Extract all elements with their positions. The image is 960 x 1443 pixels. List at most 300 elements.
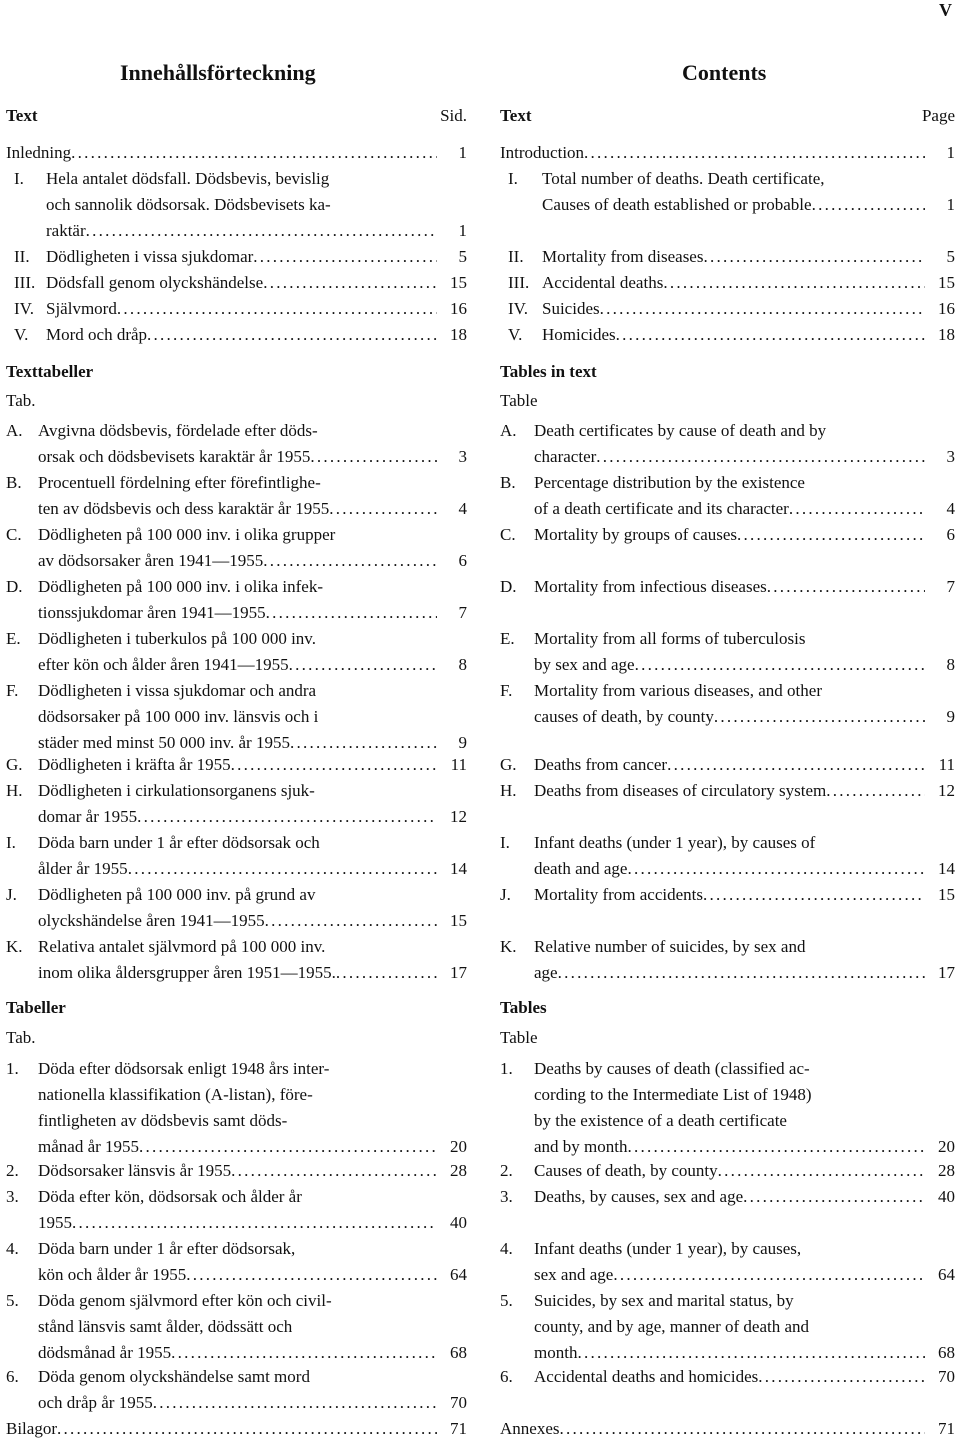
dot-leader <box>577 1340 925 1366</box>
toc-entry-number: J. <box>6 885 17 904</box>
toc-entry-number: G. <box>6 755 23 774</box>
toc-entry-number: I. <box>6 833 16 852</box>
toc-entry-line <box>6 244 467 270</box>
toc-entry-line <box>500 882 955 908</box>
toc-entry-line <box>6 752 467 778</box>
toc-entry-number: I. <box>14 169 24 188</box>
toc-page-number: 71 <box>450 1419 467 1438</box>
toc-entry-line <box>500 1056 955 1082</box>
toc-page-number: 3 <box>458 447 467 466</box>
page-header-label: Sid. <box>440 106 467 125</box>
toc-entry[interactable] <box>500 322 955 348</box>
toc-entry-line <box>500 1288 955 1314</box>
dot-leader <box>743 1184 925 1210</box>
page-folio: V <box>939 0 952 20</box>
toc-entry-line <box>6 418 467 444</box>
dot-leader <box>596 444 925 470</box>
toc-entry-number: D. <box>500 577 517 596</box>
toc-entry-text: Causes of death, by county <box>534 1161 718 1180</box>
toc-entry-line <box>500 322 955 348</box>
toc-entry-line <box>6 1108 467 1134</box>
toc-page-number: 14 <box>450 859 467 878</box>
dot-leader <box>613 1262 925 1288</box>
toc-page-number: 15 <box>938 885 955 904</box>
english-tables-header: Tables <box>500 998 547 1017</box>
toc-page-number: 3 <box>946 447 955 466</box>
toc-page-number: 17 <box>450 963 467 982</box>
toc-page-number: 8 <box>946 655 955 674</box>
toc-entry[interactable] <box>6 470 467 522</box>
toc-entry-line <box>6 270 467 296</box>
toc-entry[interactable] <box>500 752 955 778</box>
toc-page-number: 68 <box>938 1343 955 1362</box>
toc-entry-number: F. <box>6 681 19 700</box>
toc-entry[interactable] <box>6 166 467 244</box>
toc-entry[interactable] <box>6 882 467 934</box>
toc-entry-line <box>500 470 955 496</box>
dot-leader <box>663 270 925 296</box>
toc-entry-line <box>6 804 467 830</box>
toc-entry-line <box>6 908 467 934</box>
dot-leader <box>171 1340 437 1366</box>
toc-entry[interactable] <box>6 322 467 348</box>
toc-page-number: 4 <box>946 499 955 518</box>
toc-entry[interactable] <box>500 270 955 296</box>
toc-entry-text: Mortality from various diseases, and other <box>534 681 822 700</box>
dot-leader <box>266 600 437 626</box>
toc-entry-line <box>6 1236 467 1262</box>
toc-page-number: 9 <box>946 707 955 726</box>
toc-entry-line <box>500 270 955 296</box>
toc-entry[interactable] <box>500 296 955 322</box>
toc-entry-text: Procentuell fördelning efter förefintlighe- <box>38 473 321 492</box>
page-header-label: Page <box>921 106 955 125</box>
toc-entry-line <box>6 1314 467 1340</box>
toc-entry-line <box>6 1158 467 1184</box>
toc-entry[interactable] <box>6 574 467 626</box>
toc-entry[interactable] <box>500 1288 955 1366</box>
toc-page-number: 18 <box>450 325 467 344</box>
toc-entry-number: V. <box>508 325 523 344</box>
toc-entry[interactable] <box>500 678 955 730</box>
toc-entry-line <box>6 1210 467 1236</box>
toc-entry-line <box>6 166 467 192</box>
toc-entry[interactable] <box>500 574 955 600</box>
english-text-header <box>500 106 955 126</box>
toc-entry-text: tionssjukdomar åren 1941—1955 <box>38 603 266 622</box>
toc-entry-line <box>6 322 467 348</box>
dot-leader <box>703 244 925 270</box>
dot-leader <box>137 804 437 830</box>
toc-page-number: 6 <box>458 551 467 570</box>
toc-page-number: 1 <box>458 221 467 240</box>
english-title: Contents <box>682 60 767 85</box>
toc-page-number: 40 <box>938 1187 955 1206</box>
dot-leader <box>703 882 925 908</box>
toc-page-number: 5 <box>458 247 467 266</box>
toc-entry-text: domar år 1955 <box>38 807 138 826</box>
toc-entry-text: stånd länsvis samt ålder, dödssätt och <box>38 1317 293 1336</box>
toc-entry-number: V. <box>14 325 29 344</box>
toc-entry-text: Dödligheten på 100 000 inv. i olika infek- <box>38 577 324 596</box>
dot-leader <box>117 296 437 322</box>
dot-leader <box>71 140 437 166</box>
toc-entry-text: Introduction <box>500 143 585 162</box>
toc-annexes-entry[interactable] <box>6 1416 467 1442</box>
toc-entry-line <box>500 1340 955 1366</box>
toc-entry-text: och sannolik dödsorsak. Dödsbevisets ka- <box>46 195 331 214</box>
toc-entry-text: Dödligheten i vissa sjukdomar och andra <box>38 681 317 700</box>
toc-entry-number: 4. <box>500 1239 513 1258</box>
toc-page-number: 16 <box>938 299 955 318</box>
toc-entry-line <box>6 522 467 548</box>
dot-leader <box>231 1158 437 1184</box>
toc-entry-text: inom olika åldersgrupper åren 1951—1955. <box>38 963 336 982</box>
toc-entry-line <box>500 140 955 166</box>
toc-entry-line <box>6 652 467 678</box>
toc-entry-number: 3. <box>6 1187 19 1206</box>
toc-entry-text: kön och ålder år 1955 <box>38 1265 187 1284</box>
toc-entry-line <box>6 600 467 626</box>
toc-entry-text: of a death certificate and its character <box>534 499 789 518</box>
toc-entry-text: Total number of deaths. Death certificate, <box>542 169 825 188</box>
toc-entry-text: Dödligheten i vissa sjukdomar <box>46 247 254 266</box>
toc-entry-text: Relativa antalet självmord på 100 000 inv. <box>38 937 326 956</box>
dot-leader <box>57 1416 437 1442</box>
toc-entry-text: Inledning <box>6 143 72 162</box>
toc-entry[interactable] <box>500 1158 955 1184</box>
toc-entry-line <box>6 470 467 496</box>
toc-page-number: 40 <box>450 1213 467 1232</box>
toc-page-number: 12 <box>938 781 955 800</box>
dot-leader <box>336 960 437 986</box>
dot-leader <box>186 1262 437 1288</box>
toc-entry-text: age <box>534 963 558 982</box>
toc-entry[interactable] <box>500 244 955 270</box>
toc-entry-text: dödsmånad år 1955 <box>38 1343 172 1362</box>
dot-leader <box>758 1364 925 1390</box>
toc-entry[interactable] <box>500 1236 955 1288</box>
annexes-label: Annexes <box>500 1419 560 1438</box>
toc-page-number: 15 <box>450 273 467 292</box>
toc-entry-line <box>6 140 467 166</box>
toc-entry[interactable] <box>500 522 955 548</box>
toc-entry[interactable] <box>6 1288 467 1366</box>
toc-entry-line <box>6 1184 467 1210</box>
toc-entry[interactable] <box>500 1364 955 1390</box>
toc-entry-number: C. <box>500 525 516 544</box>
toc-page-number: 11 <box>938 755 955 774</box>
toc-entry-text: dödsorsaker på 100 000 inv. länsvis och i <box>38 707 319 726</box>
dot-leader <box>86 218 437 244</box>
toc-entry[interactable] <box>6 1364 467 1416</box>
toc-entry[interactable] <box>6 1056 467 1160</box>
toc-page-number: 16 <box>450 299 467 318</box>
toc-entry-line <box>500 1184 955 1210</box>
toc-entry-text: sex and age <box>534 1265 614 1284</box>
toc-entry-number: IV. <box>14 299 34 318</box>
toc-entry[interactable] <box>6 1158 467 1184</box>
toc-entry-text: månad år 1955 <box>38 1137 140 1156</box>
toc-entry-line <box>500 934 955 960</box>
toc-page-number: 28 <box>450 1161 467 1180</box>
dot-leader <box>263 548 437 574</box>
toc-entry-number: 2. <box>6 1161 19 1180</box>
dot-leader <box>139 1134 437 1160</box>
toc-entry-text: Deaths, by causes, sex and age <box>534 1187 744 1206</box>
toc-entry-line <box>6 882 467 908</box>
toc-entry-number: E. <box>6 629 21 648</box>
toc-entry-line <box>500 778 955 804</box>
toc-entry-text: nationella klassifikation (A-listan), före- <box>38 1085 313 1104</box>
toc-page-number: 68 <box>450 1343 467 1362</box>
toc-annexes-entry[interactable] <box>500 1416 955 1442</box>
toc-entry-line <box>6 444 467 470</box>
english-tables-in-text-header: Tables in text <box>500 362 597 381</box>
english-table-label-2: Table <box>500 1028 538 1047</box>
toc-entry[interactable] <box>6 270 467 296</box>
toc-entry-line <box>6 678 467 704</box>
toc-page-number: 12 <box>450 807 467 826</box>
toc-entry-text: cording to the Intermediate List of 1948) <box>534 1085 812 1104</box>
text-header-label: Text <box>500 106 532 125</box>
toc-entry-line <box>6 1262 467 1288</box>
text-header-label: Text <box>6 106 38 125</box>
toc-entry-line <box>500 244 955 270</box>
toc-entry-line <box>500 1108 955 1134</box>
toc-entry-text: Dödsorsaker länsvis år 1955 <box>38 1161 232 1180</box>
dot-leader <box>253 244 437 270</box>
toc-entry-line <box>500 652 955 678</box>
toc-entry-line <box>500 1262 955 1288</box>
toc-page-number: 1 <box>946 143 955 162</box>
toc-entry-text: orsak och dödsbevisets karaktär år 1955 <box>38 447 311 466</box>
toc-entry-line <box>6 934 467 960</box>
toc-page-number: 64 <box>450 1265 467 1284</box>
dot-leader <box>72 1210 437 1236</box>
toc-entry-line <box>6 778 467 804</box>
toc-entry-text: Döda barn under 1 år efter dödsorsak och <box>38 833 320 852</box>
toc-entry[interactable] <box>500 934 955 986</box>
toc-entry[interactable] <box>500 626 955 678</box>
toc-page-number: 1 <box>946 195 955 214</box>
toc-entry[interactable] <box>6 296 467 322</box>
toc-entry-number: E. <box>500 629 515 648</box>
toc-entry-text: 1955 <box>38 1213 72 1232</box>
toc-entry-line <box>500 522 955 548</box>
toc-entry[interactable] <box>6 752 467 778</box>
toc-entry-text: ten av dödsbevis och dess karaktär år 1955 <box>38 499 330 518</box>
toc-entry[interactable] <box>500 166 955 218</box>
toc-entry-line <box>500 1082 955 1108</box>
toc-entry-number: K. <box>6 937 23 956</box>
dot-leader <box>263 270 437 296</box>
toc-page-number: 17 <box>938 963 955 982</box>
toc-entry-number: 6. <box>6 1367 19 1386</box>
toc-entry-text: month <box>534 1343 578 1362</box>
swedish-tables-in-text-header: Texttabeller <box>6 362 94 381</box>
toc-entry-number: III. <box>508 273 530 292</box>
toc-entry[interactable] <box>500 418 955 470</box>
toc-entry-line <box>500 626 955 652</box>
toc-entry-text: Dödligheten i kräfta år 1955 <box>38 755 231 774</box>
toc-entry-line <box>500 960 955 986</box>
toc-entry-text: Dödligheten i tuberkulos på 100 000 inv. <box>38 629 316 648</box>
toc-page-number: 15 <box>450 911 467 930</box>
dot-leader <box>231 752 437 778</box>
dot-leader <box>559 1416 925 1442</box>
toc-entry[interactable] <box>500 470 955 522</box>
toc-page-number: 15 <box>938 273 955 292</box>
toc-entry-text: Suicides, by sex and marital status, by <box>534 1291 794 1310</box>
dot-leader <box>628 1134 926 1160</box>
toc-entry-line <box>6 856 467 882</box>
toc-entry-text: Mortality from all forms of tuberculosis <box>534 629 806 648</box>
toc-entry-number: G. <box>500 755 517 774</box>
toc-entry-line <box>6 1082 467 1108</box>
toc-entry-number: A. <box>500 421 517 440</box>
toc-entry-line <box>6 830 467 856</box>
toc-entry-text: och dråp år 1955 <box>38 1393 153 1412</box>
toc-entry-number: F. <box>500 681 513 700</box>
toc-entry[interactable] <box>500 140 955 166</box>
toc-entry-line <box>500 1314 955 1340</box>
toc-entry[interactable] <box>500 1056 955 1160</box>
toc-entry[interactable] <box>6 830 467 882</box>
toc-entry-line <box>500 444 955 470</box>
toc-entry-number: I. <box>508 169 518 188</box>
toc-entry-text: Döda barn under 1 år efter dödsorsak, <box>38 1239 296 1258</box>
toc-page-number: 20 <box>938 1137 955 1156</box>
toc-entry-line <box>6 626 467 652</box>
toc-entry-text: Percentage distribution by the existence <box>534 473 805 492</box>
toc-entry[interactable] <box>6 626 467 678</box>
dot-leader <box>128 856 437 882</box>
toc-page-number: 5 <box>946 247 955 266</box>
toc-entry-line <box>500 166 955 192</box>
toc-entry[interactable] <box>6 244 467 270</box>
toc-entry-text: städer med minst 50 000 inv. år 1955 <box>38 733 290 752</box>
toc-entry-number: I. <box>500 833 510 852</box>
toc-entry[interactable] <box>500 882 955 908</box>
toc-page-number: 64 <box>938 1265 955 1284</box>
toc-entry-number: III. <box>14 273 36 292</box>
toc-entry-text: Mortality by groups of causes <box>534 525 738 544</box>
dot-leader <box>147 322 437 348</box>
swedish-tab-label-2: Tab. <box>6 1028 36 1047</box>
dot-leader <box>812 192 925 218</box>
english-table-label: Table <box>500 391 538 410</box>
toc-entry[interactable] <box>6 1236 467 1288</box>
toc-entry[interactable] <box>6 418 467 470</box>
toc-entry-text: efter kön och ålder åren 1941—1955 <box>38 655 289 674</box>
toc-page-number: 28 <box>938 1161 955 1180</box>
toc-entry-line <box>500 1134 955 1160</box>
toc-entry-text: death and age <box>534 859 628 878</box>
toc-entry-number: A. <box>6 421 23 440</box>
toc-entry-text: Döda genom självmord efter kön och civil- <box>38 1291 332 1310</box>
toc-entry-text: ålder år 1955 <box>38 859 128 878</box>
toc-entry-line <box>500 418 955 444</box>
toc-entry-line <box>6 496 467 522</box>
toc-entry-line <box>6 192 467 218</box>
toc-entry[interactable] <box>6 778 467 830</box>
toc-entry-text: raktär <box>46 221 86 240</box>
toc-page-number: 71 <box>938 1419 955 1438</box>
toc-entry-text: Relative number of suicides, by sex and <box>534 937 806 956</box>
dot-leader <box>289 652 437 678</box>
dot-leader <box>329 496 437 522</box>
toc-entry-text: character <box>534 447 597 466</box>
toc-entry-line <box>500 1364 955 1390</box>
toc-page-number: 20 <box>450 1137 467 1156</box>
toc-entry-number: B. <box>6 473 22 492</box>
dot-leader <box>310 444 437 470</box>
toc-page-number: 1 <box>458 143 467 162</box>
toc-entry-line <box>500 752 955 778</box>
toc-entry-text: Infant deaths (under 1 year), by causes of <box>534 833 816 852</box>
dot-leader <box>635 652 925 678</box>
toc-page-number: 8 <box>458 655 467 674</box>
toc-entry-text: Deaths from cancer <box>534 755 668 774</box>
toc-entry-line <box>500 574 955 600</box>
toc-entry[interactable] <box>6 678 467 756</box>
dot-leader <box>767 574 925 600</box>
toc-entry-number: 5. <box>6 1291 19 1310</box>
swedish-title: Innehållsförteckning <box>120 60 316 85</box>
toc-entry[interactable] <box>6 934 467 986</box>
toc-page-number: 4 <box>458 499 467 518</box>
dot-leader <box>789 496 925 522</box>
toc-entry-text: by sex and age <box>534 655 635 674</box>
toc-entry-line <box>6 1288 467 1314</box>
dot-leader <box>714 704 925 730</box>
toc-entry-text: Infant deaths (under 1 year), by causes, <box>534 1239 802 1258</box>
dot-leader <box>265 908 437 934</box>
toc-entry-line <box>500 830 955 856</box>
dot-leader <box>667 752 925 778</box>
toc-entry[interactable] <box>6 140 467 166</box>
toc-entry-line <box>500 496 955 522</box>
toc-entry-text: Mortality from infectious diseases <box>534 577 767 596</box>
toc-entry-text: Avgivna dödsbevis, fördelade efter döds- <box>38 421 318 440</box>
toc-entry-line <box>6 218 467 244</box>
toc-entry[interactable] <box>500 1184 955 1210</box>
dot-leader <box>584 140 925 166</box>
dot-leader <box>627 856 925 882</box>
toc-entry[interactable] <box>500 830 955 882</box>
toc-entry-number: 2. <box>500 1161 513 1180</box>
toc-entry-text: county, and by age, manner of death and <box>534 1317 810 1336</box>
toc-entry-text: causes of death, by county <box>534 707 714 726</box>
toc-entry[interactable] <box>6 522 467 574</box>
swedish-tables-header: Tabeller <box>6 998 66 1017</box>
toc-entry-number: H. <box>500 781 517 800</box>
toc-entry-line <box>6 1056 467 1082</box>
toc-entry-text: Döda efter kön, dödsorsak och ålder år <box>38 1187 302 1206</box>
toc-entry-text: Deaths by causes of death (classified ac- <box>534 1059 810 1078</box>
toc-entry[interactable] <box>500 778 955 804</box>
toc-entry[interactable] <box>6 1184 467 1236</box>
dot-leader <box>737 522 925 548</box>
toc-entry-text: Accidental deaths and homicides <box>534 1367 759 1386</box>
dot-leader <box>826 778 925 804</box>
toc-entry-text: Självmord <box>46 299 117 318</box>
toc-entry-text: and by month <box>534 1137 628 1156</box>
toc-entry-text: Döda efter dödsorsak enligt 1948 års inter- <box>38 1059 330 1078</box>
toc-entry-text: Deaths from diseases of circulatory system <box>534 781 827 800</box>
dot-leader <box>600 296 925 322</box>
